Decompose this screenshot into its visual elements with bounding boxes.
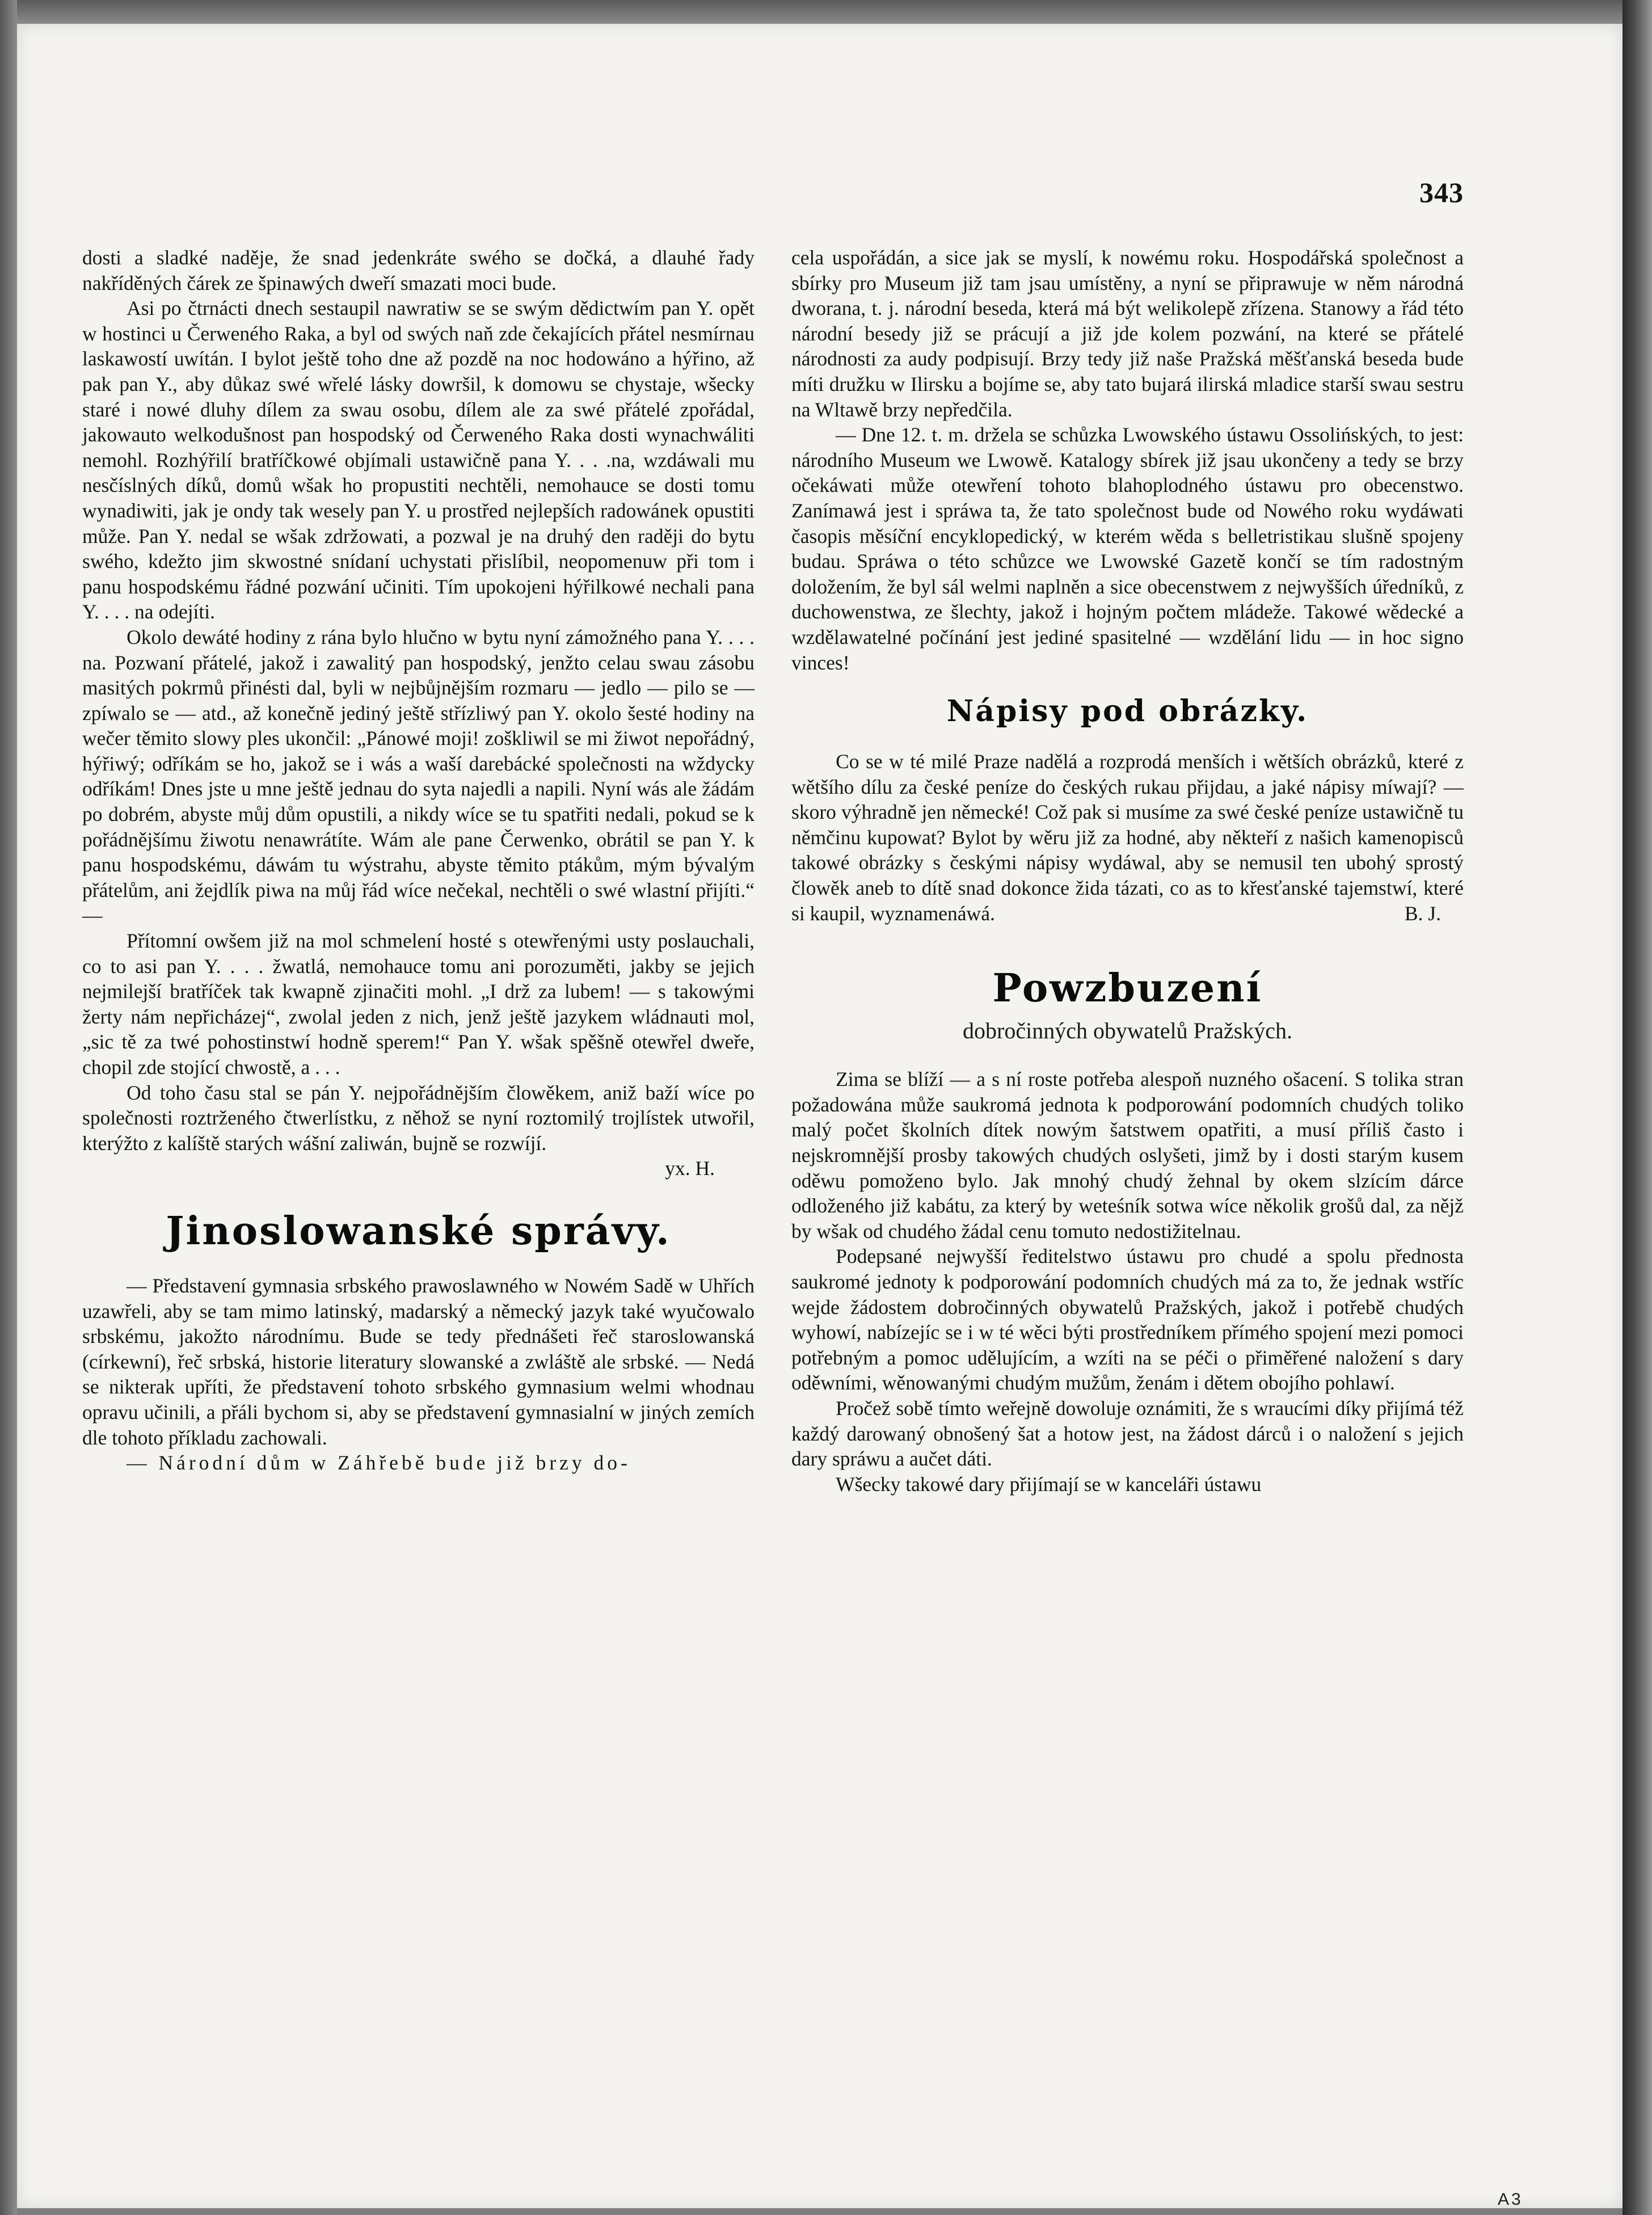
signature: B. J. — [1404, 902, 1441, 925]
paragraph: Podepsané nejwyšší ředitelstwo ústawu pro chudé a spolu přednosta saukromé jednoty k podporowání podomních chudých má za to, že jednak wstříc wejde žádostem dobročinných obywatelů Pražských, jakož i potřebě chudých wyhowí, nabízejíc se i w té wěci býti prostředníkem přímého spojení mezi pomoci potřebným a pomoc udělujícím, a wzíti na se péči o přiměřené naložení s dary oděwními, wěnowanými chudým mužům, ženám i dětem obojího pohlawí. — [791, 1245, 1464, 1395]
right-column — [791, 245, 1464, 2140]
paragraph: Asi po čtrnácti dnech sestaupil nawratiw se se swým dědictwím pan Y. opět w hostinci u Čerweného Raka, a byl od swých naň zde čekajících přátel nesmírnau laskawostí uwítán. I bylot ještě toho dne až pozdě na noc hodowáno a hýřino, až pak pan Y., aby důkaz swé wřelé lásky dowršil, k domowu se chystaje, wšecky staré i nowé dluhy dílem za swau osobu, dílem ale za swé přátelé zpořádal, jakowauto welkodušnost pan hospodský od Čerweného Raka dosti wynachwáliti nemohl. Rozhýřilí bratříčkowé objímali ustawičně pana Y. . . .na, wzdáwali mu nesčíslných díků, domů wšak ho propustiti nechtěli, nemohauce se dosti tomu wynadiwiti, jak je ondy tak wesely pan Y. u prostřed nejlepších radowánek opustiti může. Pan Y. nedal se wšak zdržowati, a pozwal je na druhý den raději do bytu swého, kdežto jim skwostné snídaní uchystati přislíbil, neopomenuw při tom i panu hospodskému řádné pozwání učiniti. Tím upokojeni hýřilkowé nechali pana Y. . . . na odejíti. — [82, 297, 755, 624]
paragraph: dosti a sladké naděje, že snad jedenkráte swého se dočká, a dlauhé řady nakříděných čárek ze špinawých dweří smazati moci bude. — [82, 246, 755, 294]
paragraph: Wšecky takowé dary přijímají se w kanceláři ústawu — [836, 1472, 1262, 1496]
section-heading-jinoslowanske: Jinoslowanské správy. — [166, 1208, 671, 1254]
section-subheading: dobročinných obywatelů Pražských. — [963, 1018, 1292, 1044]
page-number: 343 — [1419, 176, 1464, 208]
section-heading-powzbuzeni: Powzbuzení — [992, 966, 1263, 1012]
paragraph: — Představení gymnasia srbského prawoslawného w Nowém Sadě w Uhřích uzawřeli, aby se tam mimo latinský, madarský a německý jazyk také wyučowalo srbskému, jakožto národnímu. Bude se tedy přednášeti řeč staroslowanská (církewní), řeč srbská, historie literatury slowanské a zwláště ale srbské. — Nedá se nikterak upříti, že představení tohoto srbského gymnasium welmi whodnau opravu učinili, a přáli bychom si, aby se představení gymnasialní w jiných zemích dle tohoto příkladu zachowali. — [82, 1274, 755, 1449]
paragraph: — Národní dům w Záhřebě bude již brzy do- — [127, 1451, 631, 1475]
paragraph: Pročež sobě tímto weřejně dowoluje oznámiti, že s wraucími díky přijímá též každý darowaný obnošený šat a hotow jest, na žádost dárců i o naložení s jejich dary spráwu a aučet dáti. — [791, 1396, 1464, 1471]
paragraph: Zima se blíží — a s ní roste potřeba alespoň nuzného ošacení. S tolika stran požadowána může saukromá jednota k podporowání podomních chudých toliko malý počet školních dítek nowým šatstwem opatřiti, a musí příliš často i nejskromnější prosby takowých chudých oslyšeti, jimž by i dosti starým kusem oděwu pomoženo bylo. Jak mnohý chudý žehnal by okem slzícím dárce odloženého již kabátu, za který by weteśník sotwa wíce několik grošů dal, za nějž by wšak od chudého žádal cenu tomuto nedostižitelnau. — [791, 1068, 1464, 1243]
paragraph: — Dne 12. t. m. držela se schůzka Lwowského ústawu Ossolińských, to jest: národního Museum we Lwowě. Katalogy sbírek již jsau ukončeny a tedy se brzy očekáwati může otewření tohoto blahoplodného ústawu pro obecenstwo. Zanímawá jest i spráwa ta, že tato společnost bude od Nowého roku wydáwati časopis měsíční encyklopedický, w kterém wěda s belletristikau slušně spojeny budau. Spráwa o této schůzce we Lwowské Gazetě končí se tím radostným doložením, že byl sál welmi naplněn a sice obecenstwem z nejwyšších úředníků, z duchowenstwa, ze šlechty, jakož i hojným počtem mládeže. Takowé wědecké a wzdělawatelné počínání jest jediné spasitelné — wzdělání lidu — in hoc signo vinces! — [791, 423, 1464, 674]
scan-right-edge — [1622, 0, 1652, 2215]
signature: yx. H. — [665, 1157, 715, 1180]
corner-mark: A3 — [1498, 2190, 1523, 2209]
section-heading-napisy: Nápisy pod obrázky. — [946, 694, 1309, 729]
scan-top-edge — [0, 0, 1652, 24]
paragraph: Okolo dewáté hodiny z rána bylo hlučno w bytu nyní zámožného pana Y. . . . na. Pozwaní přátelé, jakož i zawalitý pan hospodský, jenžto celau swau zásobu masitých pokrmů přinésti dal, byli w nejbůjnějším rozmaru — jedlo — pilo se — zpíwalo se — atd., až konečně jediný ještě střízliwý pan Y. okolo šesté hodiny na wečer těmito slowy ples ukončil: „Pánowé moji! zoškliwil se mi žiwot nepořádný, hýřiwý; odříkám se ho, jakož se i wás a waší darebácké společnosti na wždycky odříkám! Dnes jste u mne ještě jednau do syta najedli a napili. Nyní wás ale žádám po dobrém, abyste můj dům opustili, a nikdy wíce se tu spatřiti nedali, pokud se k pořádnějšímu žiwotu nenawrátíte. Wám ale pane Čerwenko, obrátil se pan Y. k panu hospodskému, dáwám tu wýstrahu, abyste těmito ptákům, mým bývalým přátelům, ani žejdlík piwa na můj řád wíce nečekal, nechtěli o swé wlastní přijíti.“ — — [82, 625, 755, 927]
paragraph: cela uspořádán, a sice jak se myslí, k nowému roku. Hospodářská společnost a sbírky pro Museum již tam jsau umístěny, a nyní se připrawuje w něm národná dworana, t. j. národní beseda, která má být welikolepě zřízena. Stanowy a řád této národní besedy již se prácují a již jde kolem pozwání, na které se přátelé národnosti za audy podpisují. Brzy tedy již naše Pražská měšťanská beseda bude míti družku w Ilirsku a bojíme se, aby tato bujará ilirská mladice starší swau sestru na Wltawě brzy nepředčila. — [791, 246, 1464, 421]
paragraph: Od toho času stal se pán Y. nejpořádnějším člowěkem, aniž baží wíce po společnosti roztrženého čtwerlístku, z něhož se nyní roztomilý trojlístek utwořil, kterýžto z kalíště starých wášní zaliwán, bujně se rozwíjí. — [82, 1081, 755, 1155]
paragraph: Co se w té milé Praze nadělá a rozprodá menších i wětších obrázků, které z wětšího dílu za české peníze do českých rukau přijdau, a jaké nápisy míwají? — skoro výhradně jen německé! Což pak si musíme za swé české peníze ustawičně tu němčinu kupowat? Bylot by wěru již za hodné, aby někteří z našich kamenopisců takowé obrázky s českými nápisy wydáwal, aby se nemusil ten ubohý sprostý člowěk aneb to dítě snad dokonce žida tázati, co as to křesťanské tajemstwí, které si kaupil, wyznamenáwá. — [791, 750, 1464, 925]
scan-left-edge — [0, 0, 17, 2215]
paragraph: Přítomní owšem již na mol schmelení hosté s otewřenými usty poslauchali, co to asi pan Y. . . . žwatlá, nemohauce tomu ani porozuměti, jakby se jejich nejmilejší bratříček tak kwapně zjinačiti mohl. „I drž za lubem! — s takowými žerty nám nepřicházej“, zwolal jeden z nich, jenž ještě jazykem wládnauti mol, „sic tě za twé pohostinstwí hodně sperem!“ Pan Y. wšak spěšně otewřel dweře, chopil zde stojící chwostě, a . . . — [82, 929, 755, 1079]
left-column — [82, 245, 755, 2140]
